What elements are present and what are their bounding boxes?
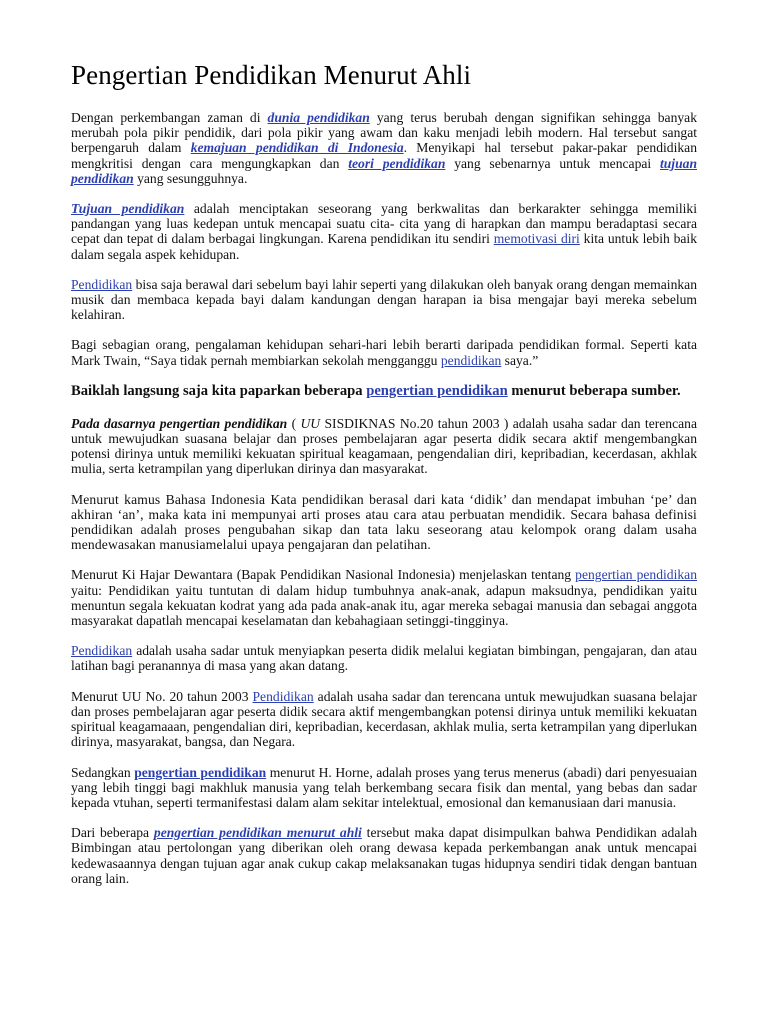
paragraph-ki-hajar — [71, 567, 697, 628]
paragraph-uu-2003 — [71, 689, 697, 750]
link-teori-pendidikan[interactable]: teori pendidikan — [348, 155, 446, 171]
emphasis-text: Pada dasarnya pengertian pendidikan — [71, 415, 288, 431]
paragraph-usaha-sadar — [71, 643, 697, 673]
text: yaitu: Pendidikan yaitu tuntutan di dalam hidup tumbuhnya anak-anak, adapun maksudnya, pendidikan yaitu menuntun segala kekuatan kodrat yang ada pada anak-anak itu, agar mereka sebagai manusia dan sebagai anggota masyarakat dapatlah mencapai keselamatan dan kebahagiaan setinggi-tingginya. — [71, 582, 697, 629]
text: bisa saja berawal dari sebelum bayi lahir seperti yang dilakukan oleh banyak orang dengan memainkan musik dan membaca kepada bayi dalam kandungan dengan harapan ia bisa mengajar bayi mereka sebelum kelahiran. — [71, 276, 697, 323]
text: Sedangkan — [71, 764, 135, 780]
text: adalah usaha sadar untuk menyiapkan peserta didik melalui kegiatan bimbingan, pengajaran, dan atau latihan bagi peranannya di masa yang akan datang. — [71, 643, 697, 674]
text: tersebut maka dapat disimpulkan bahwa Pendidikan adalah Bimbingan atau pertolongan yang diberikan oleh orang dewasa kepada perkembangan anak untuk mencapai kedewasaannya dengan tujuan agar anak cukup cakap melaksanakan tugas hidupnya sendiri tidak dengan bantuan orang lain. — [71, 825, 697, 886]
paragraph-kamus — [71, 492, 697, 553]
link-pendidikan-2[interactable]: pendidikan — [440, 352, 502, 368]
text: ( — [287, 415, 301, 431]
text: Baiklah langsung saja kita paparkan beberapa — [71, 382, 367, 399]
link-pengertian-pendidikan[interactable]: pengertian pendidikan — [366, 382, 508, 399]
link-tujuan-pendidikan-2[interactable]: Tujuan pendidikan — [71, 201, 185, 217]
paragraph-bayi — [71, 277, 697, 323]
page-title: Pengertian Pendidikan Menurut Ahli — [71, 60, 472, 90]
text: . Menyikapi hal tersebut pakar-pakar pendidikan mengkritisi dengan cara mengungkapkan dan — [71, 140, 697, 171]
link-pendidikan-3[interactable]: Pendidikan — [71, 643, 133, 659]
paragraph-intro — [71, 110, 697, 186]
link-kemajuan-pendidikan[interactable]: kemajuan pendidikan di Indonesia — [190, 140, 404, 156]
text: saya.” — [501, 352, 539, 368]
text: Menurut kamus Bahasa Indonesia Kata pendidikan berasal dari kata ‘didik’ dan mendapat imbuhan ‘pe’ dan akhiran ‘an’, maka kata ini mempunyai arti proses atau cara atau perbuatan mendidik. Secara bahasa definisi pendidikan adalah proses pengubahan sikap dan tata laku seseorang atau kelompok orang dalam usaha mendewasakan manusiamelalui upaya pengajaran dan pelatihan. — [71, 491, 697, 553]
paragraph-mark-twain — [71, 337, 697, 367]
text: Bagi sebagian orang, pengalaman kehidupan sehari-hari lebih berarti daripada pendidikan formal. Seperti kata Mark Twain, “Saya tidak pernah membiarkan sekolah mengganggu — [71, 337, 697, 368]
text: menurut H. Horne, adalah proses yang terus menerus (abadi) dari penyesuaian yang lebih tinggi bagi makhluk manusia yang telah berkembang secara fisik dan mental, yang bebas dan sadar kepada vtuhan, seperti termanifestasi dalam alam sekitar intelektual, emosional dan kemanusiaan dari manusia. — [71, 764, 698, 810]
text: menurut beberapa sumber. — [507, 382, 681, 399]
emphasis-text: UU — [300, 415, 321, 431]
link-pengertian-pendidikan-3[interactable]: pengertian pendidikan — [134, 764, 267, 780]
text: adalah menciptakan seseorang yang berkwalitas dan berkarakter sehingga memiliki pandangan yang luas kedepan untuk mencapai suatu cita- cita yang di harapkan dan mampu beradaptasi secara cepat dan tepat di dalam berbagai lingkungan. Karena pendidikan itu sendiri — [71, 201, 697, 247]
text: yang sesungguhnya. — [133, 170, 248, 186]
paragraph-kesimpulan — [71, 825, 697, 886]
link-tujuan-pendidikan[interactable]: tujuan pendidikan — [71, 155, 697, 186]
link-memotivasi-diri[interactable]: memotivasi diri — [493, 231, 580, 247]
link-dunia-pendidikan[interactable]: dunia pendidikan — [267, 110, 370, 125]
text: Dari beberapa — [71, 825, 154, 841]
text: yang sebenarnya untuk mencapai — [445, 155, 660, 171]
text: yang terus berubah dengan signifikan sehingga banyak merubah pola pikir pendidik, dari pola pikir yang awam dan kaku menjadi lebih modern. Hal tersebut sangat berpengaruh dalam — [71, 110, 697, 156]
section-lead — [71, 383, 697, 400]
link-pengertian-menurut-ahli[interactable]: pengertian pendidikan menurut ahli — [153, 825, 362, 841]
paragraph-horne — [71, 765, 697, 811]
text: kita untuk lebih baik dalam segala aspek kehidupan. — [71, 231, 697, 262]
text: Menurut Ki Hajar Dewantara (Bapak Pendidikan Nasional Indonesia) menjelaskan tentang — [71, 567, 576, 583]
text: Dengan perkembangan zaman di — [71, 110, 268, 125]
link-pendidikan-4[interactable]: Pendidikan — [252, 688, 314, 704]
text: SISDIKNAS No.20 tahun 2003 ) adalah usaha sadar dan terencana untuk mewujudkan suasana belajar dan proses pembelajaran agar peserta didik secara aktif mengembangkan potensi dirinya untuk memiliki kekuatan spiritual keagamaan, pengendalian diri, kepribadian, kecerdasan, akhlak mulia, serta ketrampilan yang diperlukan dirinya dan masyarakat. — [71, 415, 697, 477]
paragraph-tujuan — [71, 201, 697, 262]
text: Menurut UU No. 20 tahun 2003 — [71, 688, 253, 704]
paragraph-sisdiknas — [71, 416, 697, 477]
link-pengertian-pendidikan-2[interactable]: pengertian pendidikan — [575, 567, 697, 583]
link-pendidikan[interactable]: Pendidikan — [71, 276, 133, 292]
text: adalah usaha sadar dan terencana untuk mewujudkan suasana belajar dan proses pembelajaran agar peserta didik secara aktif mengembangkan potensi dirinya untuk memiliki kekuatan spiritual keagamaaan, pengendalian diri, kepribadian, kecerdasan, akhlak mulia, serta ketrampilan yang diperlukan dirinya, masyarakat, bangsa, dan Negara. — [71, 688, 697, 750]
